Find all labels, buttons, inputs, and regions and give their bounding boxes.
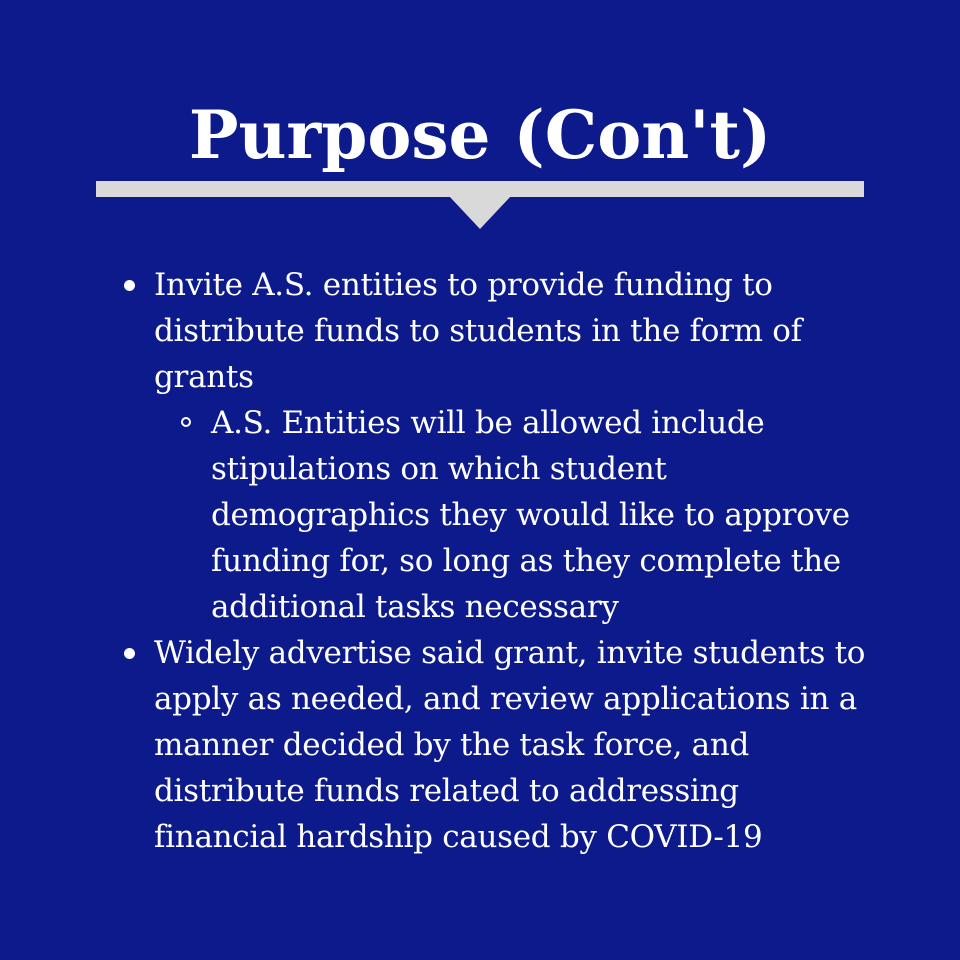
sub-bullet-text: A.S. Entities will be allowed include stipulations on which student demographics they would like to approve funding for, so long as they complete the additional tasks necessary	[211, 405, 850, 625]
slide-title: Purpose (Con't)	[188, 96, 772, 174]
bullet-item	[118, 630, 878, 860]
bullet-text: Widely advertise said grant, invite students to apply as needed, and review applications in a manner decided by the task force, and distribute funds related to addressing financial hardship caused by COVID-19	[154, 635, 866, 855]
bullet-dot-icon	[124, 280, 135, 291]
sub-bullet-item	[211, 400, 878, 630]
bullet-list	[118, 262, 878, 860]
hollow-circle-icon	[181, 417, 191, 427]
bullet-item	[118, 262, 878, 400]
divider-pointer-icon	[449, 196, 511, 229]
bullet-dot-icon	[124, 648, 135, 659]
bullet-text: Invite A.S. entities to provide funding to distribute funds to students in the form of grants	[154, 267, 802, 395]
title-divider	[96, 181, 864, 197]
